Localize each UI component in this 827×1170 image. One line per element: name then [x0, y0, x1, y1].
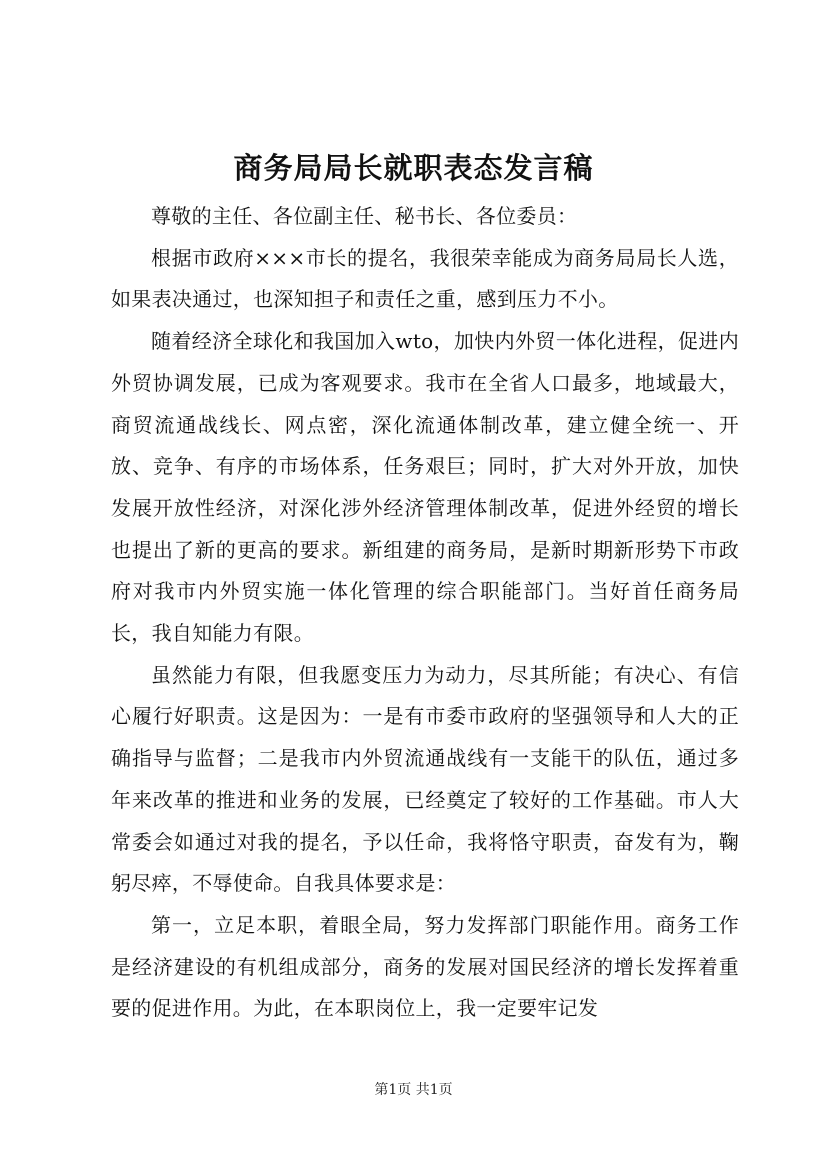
paragraph-globalization: 随着经济全球化和我国加入wto，加快内外贸一体化进程，促进内外贸协调发展，已成为客观要求。我市在全省人口最多，地域最大，商贸流通战线长、网点密，深化流通体制改革，建立健全统一、开放、竞争、有序的市场体系，任务艰巨；同时，扩大对外开放，加快发展开放性经济，对深化涉外经济管理体制改革，促进外经贸的增长也提出了新的更高的要求。新组建的商务局，是新时期新形势下市政府对我市内外贸实施一体化管理的综合职能部门。当好首任商务局长，我自知能力有限。 [111, 329, 739, 646]
paragraph-first-point: 第一，立足本职，着眼全局，努力发挥部门职能作用。商务工作是经济建设的有机组成部分，商务的发展对国民经济的增长发挥着重要的促进作用。为此，在本职岗位上，我一定要牢记发 [111, 912, 739, 1021]
paragraph-salutation: 尊敬的主任、各位副主任、秘书长、各位委员： [151, 204, 578, 228]
document-title: 商务局局长就职表态发言稿 [233, 151, 594, 185]
paragraph-commitment: 虽然能力有限，但我愿变压力为动力，尽其所能；有决心、有信心履行好职责。这是因为：一是有市委市政府的坚强领导和人大的正确指导与监督；二是我市内外贸流通战线有一支能干的队伍，通过多年来改革的推进和业务的发展，已经奠定了较好的工作基础。市人大常委会如通过对我的提名，予以任命，我将恪守职责，奋发有为，鞠躬尽瘁，不辱使命。自我具体要求是： [111, 662, 739, 896]
document-body [111, 196, 739, 1030]
paragraph-nomination: 根据市政府×××市长的提名，我很荣幸能成为商务局局长人选，如果表决通过，也深知担子和责任之重，感到压力不小。 [111, 245, 739, 312]
page-footer: 第1页 共1页 [374, 1082, 453, 1098]
